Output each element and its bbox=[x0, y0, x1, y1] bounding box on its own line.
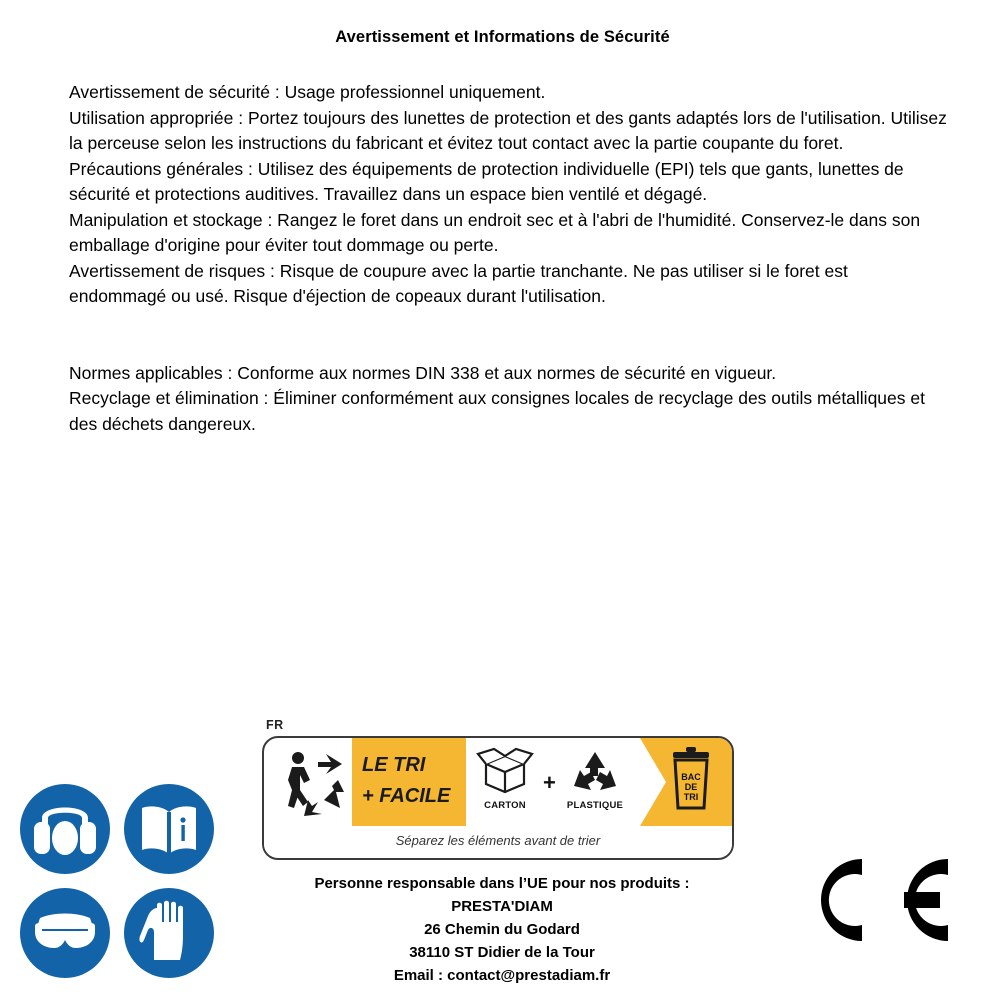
paragraph-security-warning: Avertissement de sécurité : Usage professionnel uniquement. bbox=[69, 82, 546, 102]
triman-icon bbox=[274, 746, 348, 818]
responsible-person-city: 38110 ST Didier de la Tour bbox=[409, 944, 595, 961]
recycling-item-carton bbox=[470, 746, 540, 811]
recycle-loop-icon bbox=[560, 746, 630, 794]
recycling-item-carton-label: CARTON bbox=[484, 800, 526, 811]
recycling-label-box bbox=[262, 736, 734, 860]
read-manual-pictogram bbox=[124, 784, 214, 874]
recycling-bin-label-line2: DE bbox=[684, 782, 698, 792]
paragraph-standards: Normes applicables : Conforme aux normes DIN 338 et aux normes de sécurité en vigueur. bbox=[69, 362, 777, 383]
paragraph-handling-storage: Manipulation et stockage : Rangez le foret dans un endroit sec et à l'abri de l'humidité. Conservez-le dans son emballage d'origine pour éviter tout dommage ou perte. bbox=[69, 209, 921, 255]
recycling-country-code: FR bbox=[266, 718, 284, 732]
responsible-person-email-value: contact@prestadiam.fr bbox=[447, 967, 611, 984]
responsible-person-heading-suffix: pour nos produits : bbox=[547, 875, 690, 892]
responsible-person-block bbox=[222, 872, 782, 987]
pictogram-group bbox=[20, 784, 216, 980]
paragraph-spacer bbox=[69, 310, 949, 361]
ce-mark-icon bbox=[800, 845, 960, 955]
recycling-plus-separator: + bbox=[543, 770, 556, 795]
paragraph-recycling: Recyclage et élimination : Éliminer conformément aux consignes locales de recyclage des outils métalliques et des déchets dangereux. bbox=[69, 388, 925, 434]
recycling-item-plastique bbox=[560, 746, 630, 811]
recycling-label bbox=[262, 718, 732, 858]
carton-box-icon bbox=[470, 746, 540, 794]
recycling-bin bbox=[660, 746, 722, 827]
responsible-person-company: PRESTA'DIAM bbox=[451, 898, 553, 915]
recycling-headline-line2: + FACILE bbox=[362, 785, 451, 807]
recycling-bin-label-line3: TRI bbox=[683, 792, 699, 802]
responsible-person-heading bbox=[222, 872, 782, 895]
protective-gloves-pictogram bbox=[124, 888, 214, 978]
paragraph-proper-use: Utilisation appropriée : Portez toujours des lunettes de protection et des gants adaptés lors de l'utilisation. Utilisez la perceuse selon les instructions du fabricant et évitez tout contact avec la partie coupante du foret. bbox=[69, 107, 947, 153]
recycling-headline bbox=[362, 750, 462, 812]
ear-protection-pictogram bbox=[20, 784, 110, 874]
protective-gloves-icon bbox=[124, 888, 214, 978]
recycling-footer-text: Séparez les éléments avant de trier bbox=[264, 826, 732, 856]
recycling-item-plastique-label: PLASTIQUE bbox=[566, 800, 624, 811]
responsible-person-email bbox=[222, 964, 782, 987]
recycling-bin-label-line1: BAC bbox=[681, 772, 701, 782]
safety-glasses-pictogram bbox=[20, 888, 110, 978]
responsible-person-address: 26 Chemin du Godard bbox=[424, 921, 580, 938]
read-manual-icon bbox=[124, 784, 214, 874]
recycling-bin-label bbox=[676, 772, 706, 802]
paragraph-general-precautions: Précautions générales : Utilisez des équipements de protection individuelle (EPI) tels que gants, lunettes de sécurité et protections auditives. Travaillez dans un espace bien ventilé et dégagé. bbox=[69, 158, 904, 204]
page-title: Avertissement et Informations de Sécurité bbox=[335, 28, 670, 46]
responsible-person-heading-prefix: Personne responsable dans l’ bbox=[314, 875, 528, 892]
safety-glasses-icon bbox=[20, 888, 110, 978]
ear-protection-icon bbox=[20, 784, 110, 874]
responsible-person-heading-eu: UE bbox=[527, 875, 548, 892]
recycling-headline-line1: LE TRI bbox=[362, 754, 426, 776]
safety-text-block bbox=[69, 80, 949, 437]
paragraph-risk-warning: Avertissement de risques : Risque de coupure avec la partie tranchante. Ne pas utiliser si le foret est endommagé ou usé. Risque d'éjection de copeaux durant l'utilisation. bbox=[69, 260, 848, 306]
responsible-person-email-label: Email : bbox=[393, 967, 448, 984]
